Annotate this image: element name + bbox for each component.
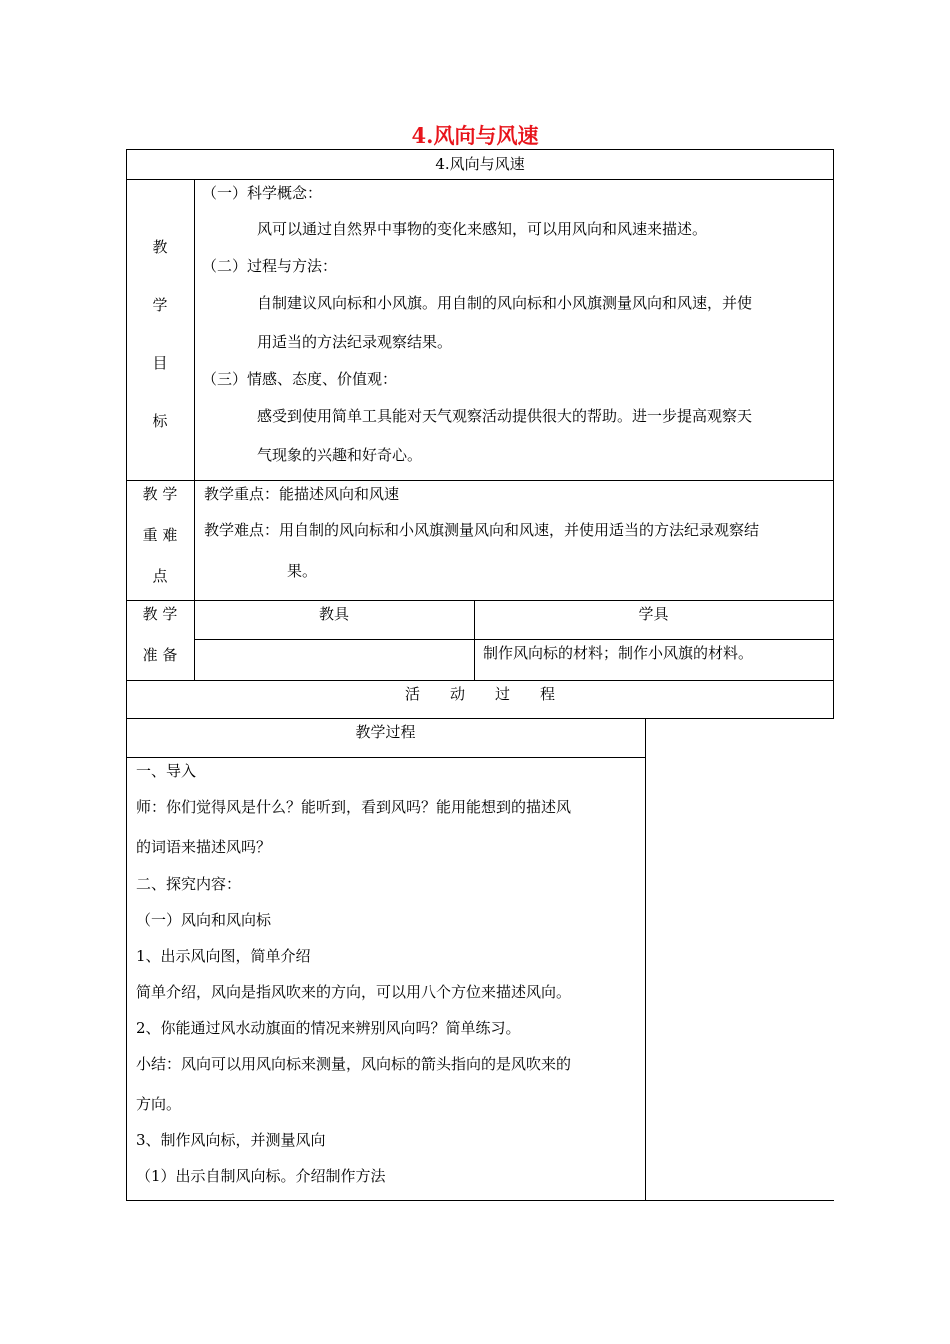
table-rule-prep-header <box>194 639 834 640</box>
activity-process-header: 活 动 过 程 <box>404 685 555 703</box>
teaching-difficulty-1: 教学难点：用自制的风向标和小风旗测量风向和风速，并使用适当的方法纪录观察结 <box>204 521 760 539</box>
keypoints-label-1: 教 学 <box>142 485 178 503</box>
student-tools-value: 制作风向标的材料；制作小风旗的材料。 <box>483 644 754 662</box>
table-rule-objectives <box>126 480 834 481</box>
process-line: 的词语来描述风吗？ <box>136 838 272 856</box>
teaching-difficulty-2: 果。 <box>287 562 318 580</box>
objective-text-concept: 风可以通过自然界中事物的变化来感知，可以用风向和风速来描述。 <box>257 220 708 238</box>
process-line: 师：你们觉得风是什么？能听到，看到风吗？能用能想到的描述风 <box>136 798 572 816</box>
table-rule-process-col <box>645 718 646 1201</box>
keypoints-label-3: 点 <box>152 567 168 585</box>
table-rule-activity <box>126 718 834 719</box>
objective-text-attitude-2: 气现象的兴趣和好奇心。 <box>257 446 423 464</box>
process-line: 3、制作风向标，并测量风向 <box>136 1131 326 1149</box>
student-tools-header: 学具 <box>638 605 669 623</box>
table-rule-header <box>126 179 834 180</box>
table-border-bottom <box>126 1200 834 1201</box>
process-line: 2、你能通过风水动旗面的情况来辨别风向吗？简单练习。 <box>136 1019 521 1037</box>
process-line: 小结：风向可以用风向标来测量，风向标的箭头指向的是风吹来的 <box>136 1055 572 1073</box>
preparation-label-2: 准 备 <box>142 646 178 664</box>
table-header: 4.风向与风速 <box>435 155 525 173</box>
process-line: （一）风向和风向标 <box>136 911 272 929</box>
teacher-tools-header: 教具 <box>318 605 349 623</box>
process-line: （1）出示自制风向标。介绍制作方法 <box>136 1167 386 1185</box>
process-line: 方向。 <box>136 1095 182 1113</box>
process-line: 1、出示风向图，简单介绍 <box>136 947 311 965</box>
objectives-label-3: 目 <box>152 354 168 372</box>
process-line: 一、导入 <box>136 762 197 780</box>
preparation-label-1: 教 学 <box>142 605 178 623</box>
table-rule-prep <box>126 680 834 681</box>
process-line: 二、探究内容： <box>136 875 242 893</box>
objective-heading-process: （二）过程与方法： <box>202 257 338 275</box>
objectives-label-4: 标 <box>152 412 168 430</box>
objective-text-attitude-1: 感受到使用简单工具能对天气观察活动提供很大的帮助。进一步提高观察天 <box>257 407 753 425</box>
objectives-label-2: 学 <box>152 296 168 314</box>
table-rule-keypoints <box>126 600 834 601</box>
objective-heading-attitude: （三）情感、态度、价值观： <box>202 370 398 388</box>
document-title: 4.风向与风速 <box>411 123 539 148</box>
teaching-process-header: 教学过程 <box>355 723 416 741</box>
objective-text-process-1: 自制建议风向标和小风旗。用自制的风向标和小风旗测量风向和风速，并使 <box>257 294 753 312</box>
table-rule-process-header <box>126 757 646 758</box>
process-line: 简单介绍，风向是指风吹来的方向，可以用八个方位来描述风向。 <box>136 983 572 1001</box>
table-border-right <box>833 149 834 719</box>
teaching-focus: 教学重点：能描述风向和风速 <box>204 485 400 503</box>
objectives-label-1: 教 <box>152 238 168 256</box>
objective-heading-concept: （一）科学概念： <box>202 184 323 202</box>
keypoints-label-2: 重 难 <box>142 526 178 544</box>
table-border-top <box>126 149 834 150</box>
objective-text-process-2: 用适当的方法纪录观察结果。 <box>257 333 453 351</box>
